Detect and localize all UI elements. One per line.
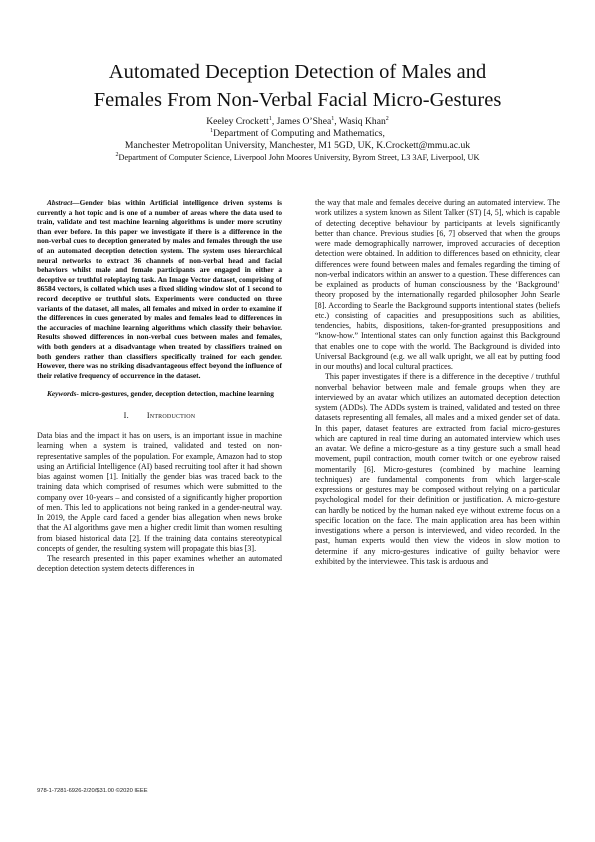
title-line-1: Automated Deception Detection of Males and xyxy=(108,61,487,83)
abstract: Abstract—Gender bias within Artificial intelligence driven systems is currently a hot topic and is one of a number of areas where the data used to train, validate and test machine learning algorithms is under more scrutiny than ever before. In this paper we investigate if there is a difference in the non-verbal cues to deception generated by males and females through the use of an automated deception detection system. The system uses hierarchical neural networks to extract 36 channels of non-verbal head and facial behaviors whilst male and female participants are engaged in either a deceptive or truthful roleplaying task. An Image Vector dataset, comprising of 86584 vectors, is collated which uses a fixed sliding window slot of 1 second to record deceptive or truthful slots. Experiments were conducted on three variants of the dataset, all males, all females and mixed in order to examine if the differences in cues generated by males and females lead to differences in the accuracies of machine learning algorithms which classify their behavior. Results showed differences in non-verbal cues between males and females, with both genders at a disadvantage when treated by classifiers trained on both genders rather than classifiers specifically trained for each gender. However, there was no striking disadvantageous effect beyond the influence of their relative frequency of occurrence in the dataset. xyxy=(37,198,282,380)
section-heading-introduction: I. Introduction xyxy=(123,410,196,420)
affiliation-1: $^1$Department of Computing and Mathematics, xyxy=(210,127,385,139)
author-names: Keeley Crockett$^1$, James O’Shea$^1$, Wasiq Khan$^2$ xyxy=(206,115,389,127)
body-paragraph: The research presented in this paper examines whether an automated deception detection system detects differences in xyxy=(37,554,282,574)
affiliation-2: $^2$Department of Computer Science, Liverpool John Moores University, Byrom Street, L3 3AF, Liverpool, UK xyxy=(115,152,480,162)
body-paragraph: the way that male and females deceive during an automated interview. The work utilizes a system known as Silent Talker (ST) [4, 5], which is capable of detecting deceptive behaviour by participants at levels significantly better than chance. Previous studies [6, 7] observed that when the groups were made demographically narrower, improved accuracies of deception detection were obtained. In addition to differences based on ethnicity, clear differences were found between males and females regarding the timing of non-verbal indicators within an answer to a question. These differences can be explained as products of human consciousness by the ‘Background’ theory proposed by the internationally regarded philosopher John Searle [8]. According to Searle the Background supports intentional states (beliefs etc.) consisting of capacities and presuppositions such as abilities, tendencies, habits, dispositions, taken-for-granted presuppositions and “know-how.” Intentional states can only function against this Background that enables one to cope with the world. The Background is divided into Universal Background (e.g. we all walk upright, we all eat by putting food in our mouths) and local cultural practices. xyxy=(315,198,560,371)
title-line-2: Females From Non-Verbal Facial Micro-Gestures xyxy=(93,89,502,111)
copyright-footer: 978-1-7281-6926-2/20/$31.00 ©2020 IEEE xyxy=(37,788,148,794)
affiliation-1-address: Manchester Metropolitan University, Manchester, M1 5GD, UK, K.Crockett@mmu.ac.uk xyxy=(124,140,471,151)
left-column xyxy=(37,198,282,575)
right-column xyxy=(315,198,560,567)
author-block xyxy=(30,116,565,164)
body-paragraph: Data bias and the impact it has on users, is an important issue in machine learning when a system is trained, validated and tested on non-representative samples of the population. For example, Amazon had to stop using an Artificial Intelligence (AI) based recruiting tool after it had shown bias against women [1]. Initially the gender bias was traced back to the training data which comprised of resumes which were submitted to the company over 10-years – and consisted of a significantly higher proportion of men. This led to applications not being ranked in a gender-neutral way. In 2019, the Apple card faced a gender bias allegation when news broke that the AI algorithms gave men a higher credit limit than women resulting from biased historical data [2]. If the training data contains stereotypical concepts of gender, the resulting system will propagate this bias [3]. xyxy=(37,431,282,553)
body-paragraph: This paper investigates if there is a difference in the deceptive / truthful nonverbal behavior between male and female groups when they are interviewed by an avatar which utilizes an automated deception detection system (ADDs). The ADDs system is trained, validated and tested on three datasets representing all females, all males and a mixed gender set of data. In this paper, dataset features are extracted from facial micro-gestures which are captured in real time during an automated interview which uses an avatar. We define a micro-gesture as a tiny gesture such a small head movement, pupil contraction, mouth corner twitch or one eyebrow raised momentarily [6]. Micro-gestures (combined by machine learning techniques) are fundamental components from which larger-scale expressions or gestures may be composed without relying on a particular psychological model for their definition or justification. A micro-gesture can hardly be noticed by the human naked eye without extreme focus on a specific location on the face. The main application area has been within investigations where a person is interviewed, and video recorded. In the past, human experts would then view the videos in slow motion to determine if any micro-gestures indicative of guilty behavior were exhibited by the interviewee. This task is arduous and xyxy=(315,372,560,566)
keywords: Keywords- micro-gestures, gender, deception detection, machine learning xyxy=(47,389,274,399)
paper-title xyxy=(30,58,565,114)
